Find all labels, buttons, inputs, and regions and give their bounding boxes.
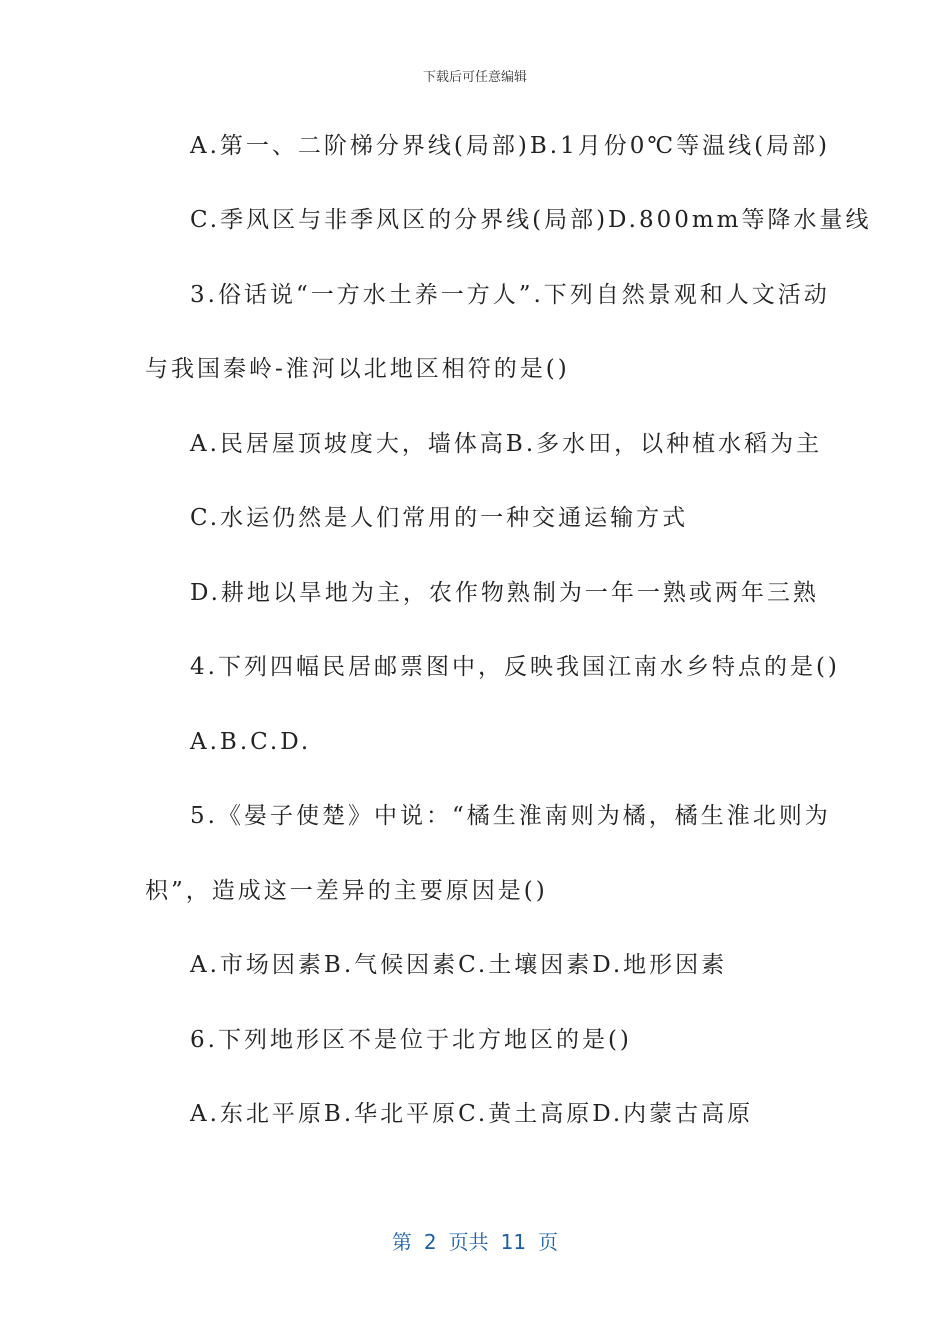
option-line: C.季风区与非季风区的分界线(局部)D.800mm等降水量线 [190, 207, 872, 233]
option-line: A.东北平原B.华北平原C.黄土高原D.内蒙古高原 [190, 1101, 754, 1127]
option-line: C.水运仍然是人们常用的一种交通运输方式 [190, 505, 689, 531]
page-total: 11 [500, 1230, 527, 1254]
page-number: 2 [423, 1230, 437, 1254]
page-header: 下载后可任意编辑 [422, 70, 527, 85]
question-6: 6.下列地形区不是位于北方地区的是() [190, 1027, 632, 1053]
option-line: A.民居屋顶坡度大，墙体高B.多水田，以种植水稻为主 [190, 431, 823, 457]
option-line: A.市场因素B.气候因素C.土壤因素D.地形因素 [190, 952, 728, 978]
option-line: D.耕地以旱地为主，农作物熟制为一年一熟或两年三熟 [190, 580, 819, 606]
page-suffix: 页 [538, 1230, 559, 1254]
question-5: 5.《晏子使楚》中说：“橘生淮南则为橘，橘生淮北则为 [190, 803, 831, 829]
page-middle: 页共 [448, 1230, 489, 1254]
option-line: A.第一、二阶梯分界线(局部)B.1月份0℃等温线(局部) [190, 133, 831, 159]
page-footer [0, 1226, 950, 1255]
page-prefix: 第 [391, 1230, 412, 1254]
question-5-continued: 枳”，造成这一差异的主要原因是() [145, 878, 548, 904]
question-4: 4.下列四幅民居邮票图中，反映我国江南水乡特点的是() [190, 654, 840, 680]
question-3-continued: 与我国秦岭-淮河以北地区相符的是() [145, 356, 570, 382]
option-line: A.B.C.D. [190, 729, 312, 755]
question-3: 3.俗话说“一方水土养一方人”.下列自然景观和人文活动 [190, 282, 830, 308]
